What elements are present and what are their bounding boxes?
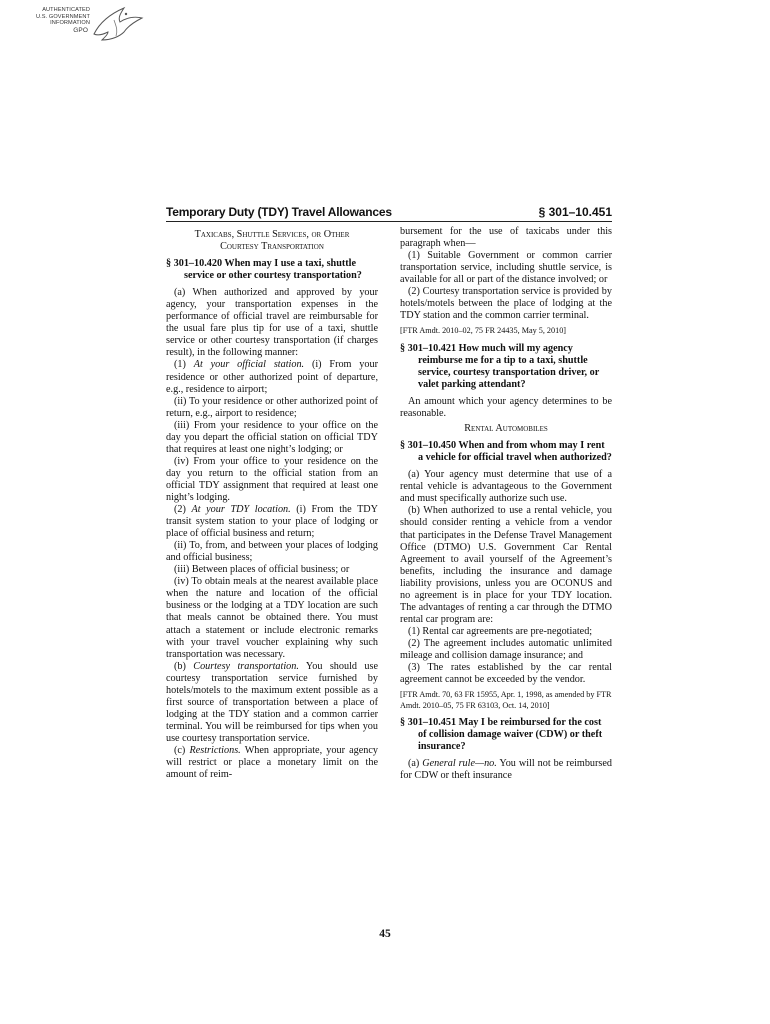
paragraph: (2) Courtesy transportation service is provided by hotels/motels between the place of lodging at the TDY station and the common carrier terminal. xyxy=(400,286,612,322)
paragraph: (a) General rule—no. You will not be reimbursed for CDW or theft insurance xyxy=(400,758,613,782)
paragraph: (c) Restrictions. When appropriate, your agency will restrict or place a monetary limit on the amount of reim- xyxy=(166,744,378,781)
gpo-authentication-seal xyxy=(6,4,146,44)
page-number: 45 xyxy=(379,928,391,940)
paragraph: (a) When authorized and approved by your agency, your transportation expenses in the performance of official travel are reimbursable for the usual fare plus tip for use of a taxi, shuttle service or other courtesy transportation (if charges result), in the following manner: xyxy=(166,287,378,359)
section-number: § 301–10.450 xyxy=(400,440,457,452)
eagle-icon xyxy=(90,4,146,44)
paragraph: (1) Suitable Government or common carrier transportation service, including shuttle service, is available for all or part of the distance involved; or xyxy=(400,250,612,286)
section-title: May I be reimbursed for the cost of collision damage waiver (CDW) or theft insurance? xyxy=(418,717,603,753)
center-heading-rental: Rental Automobiles xyxy=(464,423,548,435)
seal-text xyxy=(6,7,90,34)
paragraph: (ii) To, from, and between your places of lodging and official business; xyxy=(166,540,378,564)
paragraph: (2) At your TDY location. (i) From the TDY transit system station to your place of lodging or place of official business and return; xyxy=(166,504,379,540)
paragraph: (3) The rates established by the car rental agreement cannot be exceeded by the vendor. xyxy=(400,662,612,686)
seal-line-1: AUTHENTICATED xyxy=(42,7,90,13)
heading-line: Courtesy Transportation xyxy=(220,241,324,253)
section-heading-301-10-451 xyxy=(400,717,612,753)
paragraph: An amount which your agency determines to be reasonable. xyxy=(400,396,612,420)
seal-line-2: U.S. GOVERNMENT xyxy=(35,13,90,20)
seal-gpo-mark: GPO xyxy=(73,26,88,34)
section-heading-301-10-420 xyxy=(166,258,378,282)
section-title: How much will my agency reimburse me for a tip to a taxi, shuttle service, courtesy transportation driver, or valet parking attendant? xyxy=(418,342,600,391)
center-heading-taxicabs xyxy=(166,229,378,253)
seal-line-3: INFORMATION xyxy=(50,20,90,27)
running-head-section: § 301–10.451 xyxy=(538,205,612,219)
paragraph: (ii) To your residence or other authorized point of return, e.g., airport to residence; xyxy=(166,395,378,419)
paragraph: (a) Your agency must determine that use of a rental vehicle is advantageous to the Government and must specifically authorize such use. xyxy=(400,469,612,505)
section-number: § 301–10.420 xyxy=(166,258,223,270)
paragraph: (iv) To obtain meals at the nearest available place when the nature and location of the official business or the lodging at a TDY location are such that meals cannot be obtained there. You must attach a statement or include electronic remarks with your travel voucher explaining why such transportation was necessary. xyxy=(166,576,378,660)
running-head-title: Temporary Duty (TDY) Travel Allowances xyxy=(166,205,392,219)
citation: [FTR Amdt. 2010–02, 75 FR 24435, May 5, 2010] xyxy=(400,326,567,336)
right-column xyxy=(400,226,612,782)
paragraph: (iii) Between places of official business; or xyxy=(174,564,350,576)
section-heading-301-10-421 xyxy=(400,343,612,391)
paragraph: (iii) From your residence to your office on the day you depart the official station on official TDY that requires at least one night’s lodging; or xyxy=(166,419,378,455)
paragraph: (iv) From your office to your residence on the day you return to the official station from an official TDY assignment that required at least one night’s lodging. xyxy=(166,455,378,503)
section-title: When and from whom may I rent a vehicle for official travel when authorized? xyxy=(418,440,612,464)
paragraph: (1) At your official station. (i) From your residence or other authorized point of departure, e.g., residence to airport; xyxy=(166,359,378,395)
heading-line: Taxicabs, Shuttle Services, or Other xyxy=(194,229,350,240)
paragraph: (b) When authorized to use a rental vehicle, you should consider renting a vehicle from a vendor that participates in the Defense Travel Management Office (DTMO) U.S. Government Car Rental Agreement to avail yourself of the Agreement’s benefits, including the insurance and damage liability provisions, unless you are OCONUS and no agreement is in place for your TDY location. The advantages of renting a car through the DTMO rental car program are: xyxy=(400,505,612,625)
paragraph: (b) Courtesy transportation. You should use courtesy transportation service furnished by hotels/motels to the maximum extent possible as a first source of transportation between a place of lodging at the TDY station and a common carrier terminal. You will be reimbursed for tips when you use courtesy transportation service. xyxy=(166,660,378,744)
left-column xyxy=(166,226,378,781)
citation: [FTR Amdt. 70, 63 FR 15955, Apr. 1, 1998, as amended by FTR Amdt. 2010–05, 75 FR 63103, Oct. 14, 2010] xyxy=(400,690,612,710)
paragraph: bursement for the use of taxicabs under this paragraph when— xyxy=(400,226,612,250)
section-number: § 301–10.421 xyxy=(400,342,457,354)
section-number: § 301–10.451 xyxy=(400,717,457,729)
section-title: When may I use a taxi, shuttle service or other courtesy transportation? xyxy=(184,258,362,282)
section-heading-301-10-450 xyxy=(400,440,612,464)
paragraph: (2) The agreement includes automatic unlimited mileage and collision damage insurance; and xyxy=(400,637,612,661)
running-head xyxy=(166,205,612,222)
paragraph: (1) Rental car agreements are pre-negotiated; xyxy=(408,625,593,637)
